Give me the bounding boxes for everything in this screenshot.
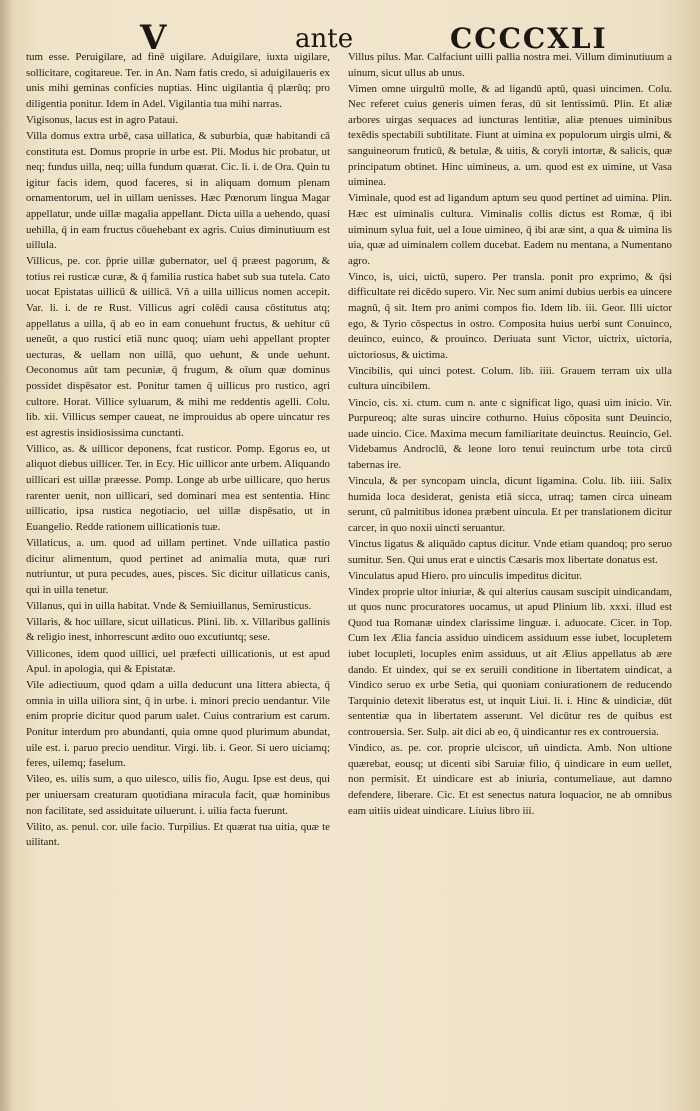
dictionary-entry: Vindico, as. pe. cor. proprie ulciscor, uñ uindicta. Amb. Non ultione quærebat, eousq; ut dicenti sibi Saruiæ filio, q̄ uindicare in eum uellet, non permisit. Et uindicare est ab iniuria, contumeliaue, aut damno defendere, liberare. Cic. Et est senectus natura loquacior, ne ab omnibus eam uitiis uideat uindicare. Liuius libro iii. (348, 742, 672, 817)
dictionary-entry: Villaris, & hoc uillare, sicut uillaticus. Plini. lib. x. Villaribus gallinis & religio inest, inhorrescunt ædito ouo excutiuntq; sese. (26, 615, 330, 644)
dictionary-entry: Vincula, & per syncopam uincla, dicunt ligamina. Colu. lib. iiii. Salix humida loca desiderat, genista etiā sicca, utraq; tamen circa uineam serunt, cū palmitibus idonea præbent uincula. Et per translationem dicitur carcer, in quo noxii uincti seruantur. (348, 475, 672, 534)
dictionary-entry: Villaticus, a. um. quod ad uillam pertinet. Vnde uillatica pastio dicitur alimentum, quod pertinet ad animalia muta, quæ ruri nutriuntur, ut pura pecudes, aues, pisces. Sic dicitur uillaticus canis, qui in uilla tenetur. (26, 536, 330, 596)
dictionary-entry: Villa domus extra urbē, casa uillatica, & suburbia, quæ habitandi cā constituta est. Domus proprie in urbe est. Pli. Modus hic probatur, ut neq; fundus uilla, neq; uilla fundum quærat. Cic. li. i. de Ora. Quin tu igitur facis idem, quod faceres, si in aliquam domum plenam ornamentorum, uel in uillam uenisses. Hæc Pœnorum lingua Magar appellatur, unde uillæ magalia appellant. Dicta uilla a uehendo, quasi uehilla, q̄ in eam fructus cōuehebant ex agris. Cuius diminutiuum est uillula. (26, 129, 330, 252)
dictionary-entry: Vigisonus, lacus est in agro Pataui. (26, 113, 179, 126)
dictionary-entry: Vileo, es. uilis sum, a quo uilesco, uilis fio, Augu. Ipse est deus, qui per uniuersam creaturam quotidiana miracula facit, quæ hominibus non facilitate, sed assiduitate uiluerunt. i. uilia facta fuerunt. (26, 773, 330, 817)
running-head-word: ante (295, 24, 354, 54)
dictionary-entry: Vincibilis, qui uinci potest. Colum. lib. iiii. Grauem terram uix ulla cultura uincibilem. (348, 364, 672, 393)
dictionary-entry: Villus pilus. Mar. Calfaciunt uilli pallia nostra mei. Villum diminutiuum a uinum, sicut ullus ab unus. (348, 51, 672, 79)
dictionary-entry: Vilito, as. penul. cor. uile facio. Turpilius. Et quærat tua uitia, quæ te uilitant. (26, 820, 330, 849)
dictionary-entry: Villico, as. & uillicor deponens, fcat rusticor. Pomp. Egorus eo, ut aliquot diebus uillicer. Ter. in Ecy. Hic uillicor ante urbem. Aliquando uillicari est uillæ præesse. Pomp. Longe ab urbe uillicare, quo herus rarenter uenit, non uillicari, sed dominari mea est sententia. Hinc uillicatio, ipsa rustica negotiacio, uel uillæ dispēsatio, ut in Euangelio. Redde rationem uillicationis tuæ. (26, 442, 330, 533)
dictionary-entry: Vinctus ligatus & aliquādo captus dicitur. Vnde etiam quandoq; pro seruo sumitur. Sen. Qui unus erat e uinctis Cæsaris mox libertate donatus est. (348, 537, 672, 566)
right-column (348, 50, 672, 1083)
dictionary-entry: Vile adiectiuum, quod qdam a uilla deducunt una littera abiecta, q̄ omnia in uilla uiliora sint, q̄ in urbe. i. minori precio uendantur. Vile enim proprie dicitur quod parum ualet. Cuius contrarium est carum. Ponitur interdum pro abundanti, quia omne quod plurimum abundat, uile est. i. paruo precio uenditur. Virgi. lib. i. Geor. Si uero uiciamq; feres, uilemq; faselum. (26, 679, 330, 770)
dictionary-entry: Vincio, cis. xi. ctum. cum n. ante c significat ligo, quasi uim inicio. Vir. Purpureoq; alte suras uincire cothurno. Huius cōposita sunt Deuincio, uade uincio. Cice. Maxima mecum familiaritate deuinctus. Reuincio, Gel. Videbamus Androclū, & leone loro tenui reuinctum urbe tota circū tabernas ire. (348, 396, 672, 471)
dictionary-entry: Vinculatus apud Hiero. pro uinculis impeditus dicitur. (348, 569, 583, 582)
folio-number: CCCCXLI (450, 22, 608, 55)
dictionary-entry: Viminale, quod est ad ligandum aptum seu quod pertinet ad uimina. Plin. Hæc est uiminalis cultura. Viminalis collis dictus est Romæ, q̄ ibi uiminum sylua fuit, uel a Ioue uimineo, q̄ ibi aræ sint, a qua & uimina lis uia, quæ ad uiminalem collem ducebat. Eadem nu mentana, a Numentano agro. (348, 192, 672, 267)
page-gutter-shadow (0, 0, 14, 1111)
dictionary-entry: Vindex proprie ultor iniuriæ, & qui alterius causam suscipit uindicandam, ut quos nunc procuratores uocamus, ut apud Plinium lib. xxxi. illud est Quod tua Romanæ uindex clarissime linguæ. i. aduocate. Cicer. in Top. Cum lex Ælia fancia assiduo uindicem assiduum esse iubet, locupletem iubet locupleti, locuples enim assiduus, ut ait Ælius appellatus ab ære dando. Et uindex, qui se ex seruili conditione in libertatem uindicat, a Vindico seruo ex urbe Setia, qui quoniam coniurationem de reducendo Tarquinio detexit liberatus est, ut inquit Liui. li. i. Hinc & uindiciæ, dūt sententiæ qua in libertatem asserunt. Vel dicūtur res de quibus est controuersia. Ser. Sulp. ait dici ab eo, q̄ uindicantur res ex controuersia. (348, 585, 672, 739)
running-head-letter: V (140, 18, 167, 58)
dictionary-entry: tum esse. Peruigilare, ad finē uigilare. Aduigilare, iuxta uigilare, sollicitare, cogitareue. Ter. in An. Nam fatis credo, si aduigilaueris ex unis mihi geminas confícies nuptias. Hinc uigilantia q̄ plærūq; pro diligentia ponitur. Idem in Adel. Vigilantia tua mihi narras. (26, 51, 330, 110)
dictionary-entry: Vinco, is, uici, uictū, supero. Per transla. ponit pro exprimo, & q̄si difficultate rei dicēdo supero. Vir. Nec sum animi dubius uerbis ea uincere magnū, q̄ sit. Item pro animi compos fio. Idem lib. iii. Geor. Illi uictor ego, & Tyrio cōspectus in ostro. Composita huius uerbi sunt Conuinco, deuinco, euinco, & prouinco. Deriuata sunt Victor, uictrix, uictoria, uictoriosus, & uictima. (348, 270, 672, 361)
left-column (26, 50, 330, 1083)
dictionary-entry: Vimen omne uirgultū molle, & ad ligandū aptū, quasi uincimen. Colu. Nec referet cuius generis uimen feras, dū sit lentissimū. Plin. Et aliæ arbores uirgas sequaces ad iuncturas lentitiæ, aliæ ptenues uiminibus texēdis spectabili subtilitate. Fiunt at uimina ex populorum uirgis ulmi, & sanguineorum fruticū, & betulæ, & uitis, & coryli intortæ, & salicis, quæ principatum obtinet. Hinc uimineus, a. um. quod est ex uimine, ut Vasa uiminea. (348, 82, 672, 189)
dictionary-entry: Villanus, qui in uilla habitat. Vnde & Semiuillanus, Semirusticus. (26, 599, 312, 612)
dictionary-entry: Villicus, pe. cor. p̄prie uillæ gubernator, uel q̄ præest pagorum, & totius rei rusticæ curæ, & q̄ familia rustica habet sub sua tutela. Cato uocat Epistatas uillicū & uillicā. Vñ a uilla uillicus nomen accepit. Var. li. i. de re Rust. Villicus agri colēdi causa cōstitutus atq; appellatus a uilla, q̄ ab eo in eam conuehunt fructus, & uehitur cū ueneūt, a quo rustici etiā nunc quoq; uiam uehi appellant propter uecturas, & uellam non uillā, quo uehunt, & unde uehunt. Oeconomus aūt tam pecuniæ, q̄ frugum, & oīum quæ dominus possidet dispēsator est. Ponitur tamen q̄ uillicus pro rustico, agri cultore. Horat. Villice syluarum, & mihi me reddentis agelli. Colu. lib. xii. Villicus semper caueat, ne improuidus ab opere uincatur res est agrestis insidiosissima cunctanti. (26, 255, 330, 439)
dictionary-entry: Villicones, idem quod uillici, uel præfecti uillicationis, ut est apud Apul. in apologia, qui & Epistatæ. (26, 647, 330, 676)
